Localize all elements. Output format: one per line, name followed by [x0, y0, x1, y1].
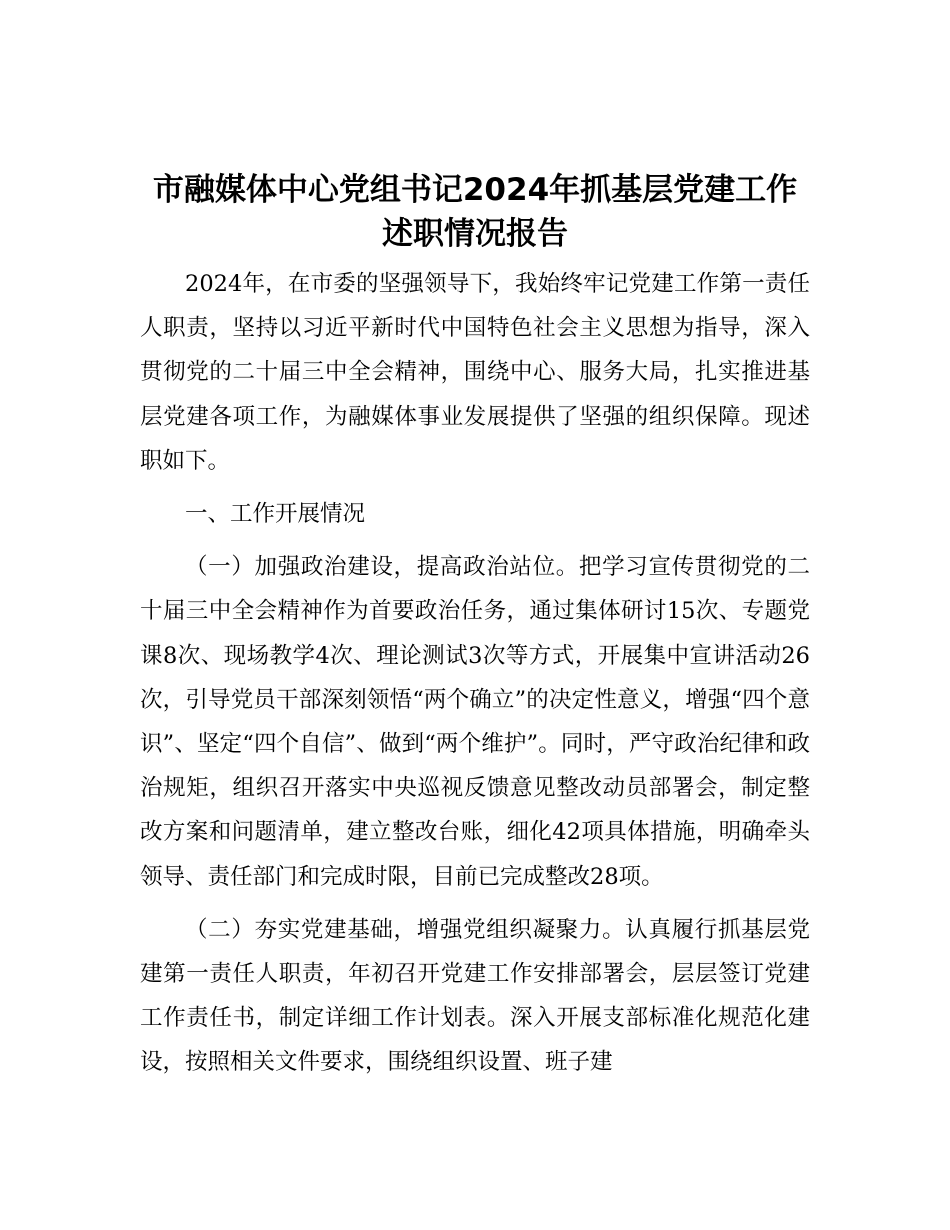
section-heading: 一、工作开展情况	[185, 501, 366, 528]
intro-paragraph: 2024年，在市委的坚强领导下，我始终牢记党建工作第一责任人职责，坚持以习近平新时代中国特色社会主义思想为指导，深入贯彻党的二十届三中全会精神，围绕中心、服务大局，扎实推进基层党建各项工作，为融媒体事业发展提供了坚强的组织保障。现述职如下。	[140, 271, 810, 474]
document-body	[140, 262, 810, 1085]
document-title-line-1: 市融媒体中心党组书记2024年抓基层党建工作	[152, 172, 798, 208]
document-title-line-2: 述职情况报告	[382, 216, 568, 252]
paragraph-party-foundation: （二）夯实党建基础，增强党组织凝聚力。认真履行抓基层党建第一责任人职责，年初召开党建工作安排部署会，层层签订党建工作责任书，制定详细工作计划表。深入开展支部标准化规范化建设，按照相关文件要求，围绕组织设置、班子建	[140, 916, 810, 1076]
paragraph-political-building: （一）加强政治建设，提高政治站位。把学习宣传贯彻党的二十届三中全会精神作为首要政治任务，通过集体研讨15次、专题党课8次、现场教学4次、理论测试3次等方式，开展集中宣讲活动26次，引导党员干部深刻领悟“两个确立”的决定性意义，增强“四个意识”、坚定“四个自信”、做到“两个维护”。同时，严守政治纪律和政治规矩，组织召开落实中央巡视反馈意见整改动员部署会，制定整改方案和问题清单，建立整改台账，细化42项具体措施，明确牵头领导、责任部门和完成时限，目前已完成整改28项。	[140, 554, 810, 890]
